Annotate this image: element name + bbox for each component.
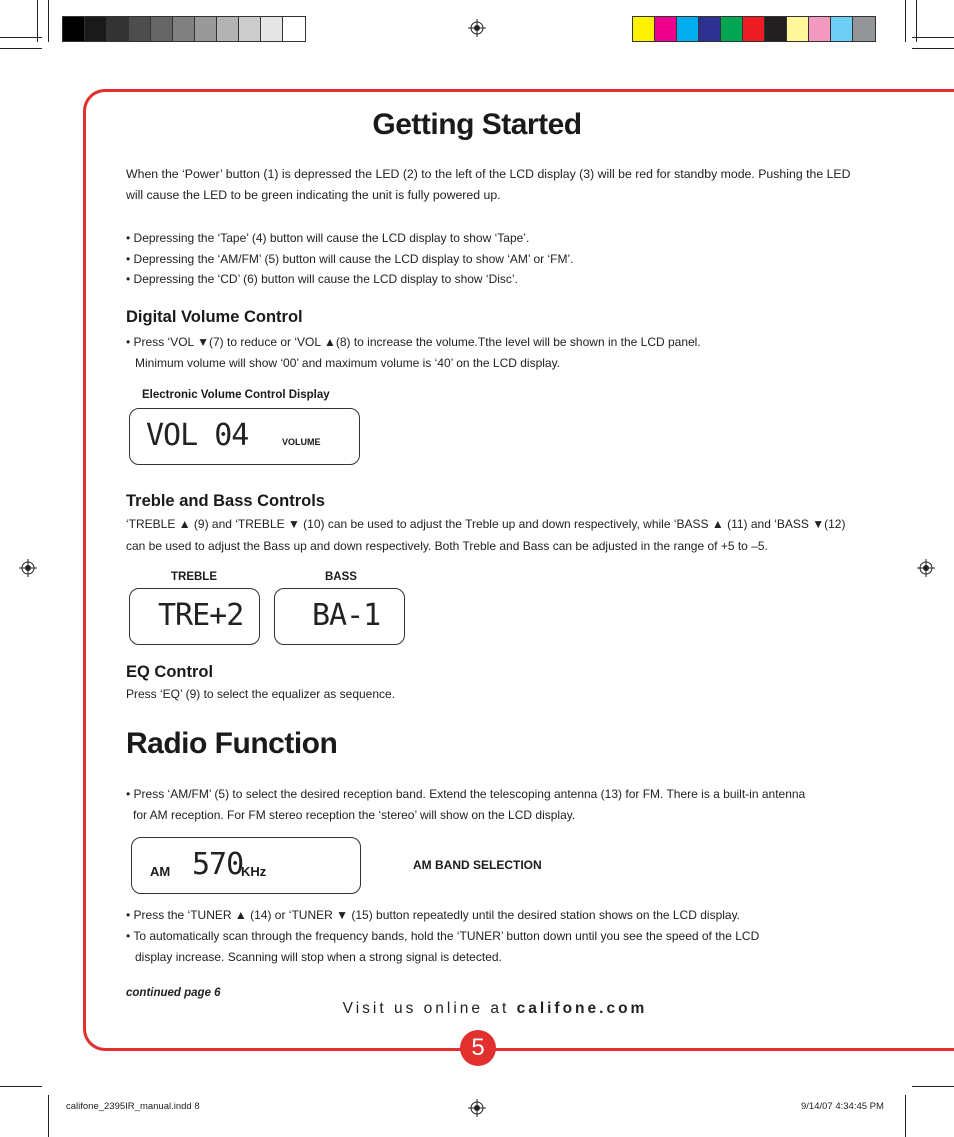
eq-heading: EQ Control <box>126 663 214 681</box>
crop-mark <box>48 1095 49 1137</box>
intro-line: When the ‘Power’ button (1) is depressed the LED (2) to the left of the LCD display (3) will be red for standby mode. Pushing the LED <box>126 167 851 181</box>
up-triangle-icon <box>324 335 336 349</box>
color-swatch <box>655 17 677 41</box>
down-triangle-icon <box>288 517 300 531</box>
visit-line <box>0 1000 954 1018</box>
color-swatch <box>831 17 853 41</box>
volume-lcd-unit: VOLUME <box>282 437 321 447</box>
treble-bass-text: ‘TREBLE ▲ (9) and ‘TREBLE ▼ (10) can be used to adjust the Treble up and down respectively, while ‘BASS ▲ (11) and ‘BASS ▼ (12) can be used to adjust the Bass up and down respectively. Both Treble and Bass can be adjusted in the range of +5 to –5. <box>126 514 845 557</box>
treble-lcd-text: TRE+2 <box>158 598 244 633</box>
intro-paragraph <box>126 164 851 206</box>
eq-text: Press ‘EQ’ (9) to select the equalizer as sequence. <box>126 687 396 701</box>
color-swatch <box>107 17 129 41</box>
color-swatch <box>809 17 831 41</box>
volume-heading: Digital Volume Control <box>126 308 303 326</box>
color-swatch <box>743 17 765 41</box>
volume-display-label: Electronic Volume Control Display <box>142 389 330 401</box>
treble-lcd-display <box>129 588 260 645</box>
crop-mark <box>905 0 906 42</box>
date-info: 9/14/07 4:34:45 PM <box>801 1101 884 1112</box>
color-swatch <box>721 17 743 41</box>
color-swatch <box>853 17 875 41</box>
crop-mark <box>912 1086 954 1087</box>
website-link[interactable]: califone.com <box>516 1000 648 1017</box>
down-triangle-icon <box>197 335 209 349</box>
color-swatch <box>677 17 699 41</box>
up-triangle-icon <box>179 517 191 531</box>
continued-note: continued page 6 <box>126 987 221 999</box>
crop-mark <box>0 37 42 38</box>
registration-mark-icon <box>19 559 37 577</box>
treble-bass-heading: Treble and Bass Controls <box>126 492 325 510</box>
crop-mark <box>912 48 954 49</box>
crop-mark <box>37 0 38 42</box>
down-triangle-icon <box>336 908 348 922</box>
crop-mark <box>48 0 49 42</box>
color-swatch <box>63 17 85 41</box>
tuner-text: • Press the ‘TUNER ▲ (14) or ‘TUNER ▼ (15) button repeatedly until the desired station shows on the LCD display. • To automatically scan through the frequency bands, hold the ‘TUNER’ button down until you see the speed of the LCD display increase. Scanning will stop when a strong signal is detected. <box>126 905 759 968</box>
am-lcd-frequency: 570 <box>192 847 244 882</box>
crop-mark <box>0 1086 42 1087</box>
volume-lcd-text: VOL 04 <box>146 418 249 453</box>
crop-mark <box>916 0 917 42</box>
am-band-label: AM BAND SELECTION <box>413 858 542 872</box>
color-swatch <box>633 17 655 41</box>
color-swatch <box>261 17 283 41</box>
list-item: • Depressing the ‘AM/FM’ (5) button will cause the LCD display to show ‘AM’ or ‘FM’. <box>126 251 574 266</box>
color-swatch <box>217 17 239 41</box>
bass-label: BASS <box>325 571 357 583</box>
radio-heading: Radio Function <box>126 727 338 760</box>
bass-lcd-text: BA-1 <box>312 598 381 633</box>
file-info: califone_2395IR_manual.indd 8 <box>66 1101 200 1112</box>
crop-mark <box>905 1095 906 1137</box>
color-swatch <box>283 17 305 41</box>
visit-prefix: Visit us online at <box>342 1000 517 1017</box>
volume-lcd-display <box>129 408 360 465</box>
registration-mark-icon <box>468 1099 486 1117</box>
am-lcd-band: AM <box>150 864 171 879</box>
intro-line: will cause the LED to be green indicating the unit is fully powered up. <box>126 188 501 202</box>
color-swatch <box>765 17 787 41</box>
grayscale-bar <box>62 16 306 42</box>
color-swatch <box>129 17 151 41</box>
am-lcd-unit: KHz <box>241 864 267 879</box>
list-item: • Depressing the ‘Tape’ (4) button will cause the LCD display to show ‘Tape’. <box>126 231 530 245</box>
color-swatch <box>173 17 195 41</box>
volume-text: • Press ‘VOL ▼ (7) to reduce or ‘VOL ▲ (8) to increase the volume.Tthe level will be shown in the LCD panel. Minimum volume will show ‘00’ and maximum volume is ‘40’ on the LCD display. <box>126 332 701 373</box>
crop-mark <box>0 48 42 49</box>
color-swatch <box>151 17 173 41</box>
radio-text: • Press ‘AM/FM’ (5) to select the desired reception band. Extend the telescoping antenna (13) for FM. There is a built-in antenna for AM reception. For FM stereo reception the ‘stereo’ will show on the LCD display. <box>126 787 806 822</box>
up-triangle-icon <box>712 517 724 531</box>
am-lcd-display <box>131 837 361 894</box>
mode-bullets <box>126 228 573 290</box>
bass-lcd-display <box>274 588 405 645</box>
color-swatch <box>239 17 261 41</box>
crop-mark <box>912 37 954 38</box>
color-bar <box>632 16 876 42</box>
color-swatch <box>787 17 809 41</box>
color-swatch <box>699 17 721 41</box>
color-swatch <box>195 17 217 41</box>
up-triangle-icon <box>235 908 247 922</box>
registration-mark-icon <box>468 19 486 37</box>
treble-label: TREBLE <box>171 571 217 583</box>
page-title: Getting Started <box>372 108 582 141</box>
page-number: 5 <box>460 1030 496 1066</box>
color-swatch <box>85 17 107 41</box>
down-triangle-icon <box>812 517 824 531</box>
list-item: • Depressing the ‘CD’ (6) button will cause the LCD display to show ‘Disc’. <box>126 272 518 286</box>
